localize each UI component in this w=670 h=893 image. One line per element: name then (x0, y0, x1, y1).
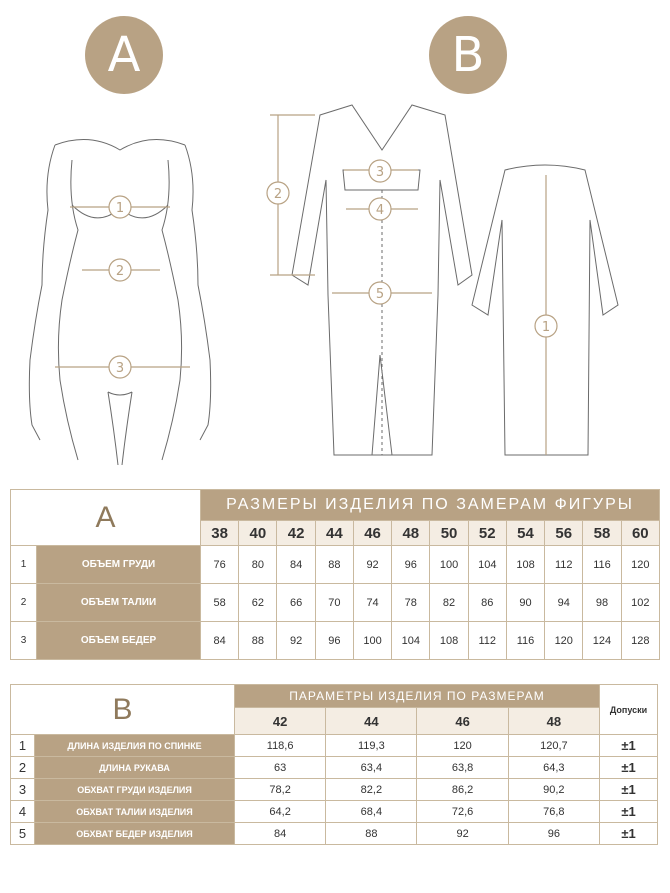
cell-value: 98 (583, 584, 621, 622)
table-row (11, 779, 658, 801)
cell-value: 118,6 (235, 735, 326, 757)
cell-value: 82,2 (326, 779, 417, 801)
size-header: 46 (353, 521, 391, 546)
marker-b-3: 3 (375, 165, 385, 180)
marker-a-1: 1 (115, 201, 125, 216)
cell-value: 74 (353, 584, 391, 622)
cell-value: 84 (201, 622, 239, 660)
cell-value: 92 (353, 546, 391, 584)
badge-a: A (85, 16, 163, 94)
marker-b-5: 5 (375, 287, 385, 302)
marker-b-2: 2 (273, 187, 283, 202)
cell-value: 78 (392, 584, 430, 622)
row-label: ОБЪЕМ ГРУДИ (37, 546, 201, 584)
cell-value: 120,7 (508, 735, 599, 757)
cell-value: 76,8 (508, 801, 599, 823)
row-number: 1 (11, 546, 37, 584)
cell-value: 120 (621, 546, 659, 584)
row-number: 5 (11, 823, 35, 845)
row-number: 2 (11, 757, 35, 779)
row-label: ОБЪЕМ ТАЛИИ (37, 584, 201, 622)
table-b-title: ПАРАМЕТРЫ ИЗДЕЛИЯ ПО РАЗМЕРАМ (235, 685, 600, 708)
cell-value: 112 (545, 546, 583, 584)
cell-value: 63 (235, 757, 326, 779)
cell-value: 58 (201, 584, 239, 622)
cell-value: 66 (277, 584, 315, 622)
cell-value: 104 (392, 622, 430, 660)
table-row (11, 584, 660, 622)
row-label: ДЛИНА РУКАВА (35, 757, 235, 779)
size-header: 42 (277, 521, 315, 546)
table-a-title: РАЗМЕРЫ ИЗДЕЛИЯ ПО ЗАМЕРАМ ФИГУРЫ (201, 490, 660, 521)
cell-value: 96 (315, 622, 353, 660)
dress-back (472, 165, 618, 455)
size-header: 42 (235, 708, 326, 735)
cell-value: 116 (583, 546, 621, 584)
table-row (11, 546, 660, 584)
cell-value: 128 (621, 622, 659, 660)
size-header: 38 (201, 521, 239, 546)
body-figure (29, 140, 210, 465)
marker-a-3: 3 (115, 361, 125, 376)
cell-value: 63,4 (326, 757, 417, 779)
cell-value: 80 (239, 546, 277, 584)
cell-value: 70 (315, 584, 353, 622)
cell-value: 112 (468, 622, 506, 660)
cell-value: 108 (506, 546, 544, 584)
size-header: 50 (430, 521, 468, 546)
cell-value: 64,3 (508, 757, 599, 779)
size-header: 58 (583, 521, 621, 546)
row-number: 1 (11, 735, 35, 757)
row-label: ОБХВАТ БЕДЕР ИЗДЕЛИЯ (35, 823, 235, 845)
dress-markers (267, 160, 557, 337)
tolerance-value: ±1 (600, 779, 658, 801)
tolerance-header: Допуски (600, 685, 658, 735)
row-label: ОБХВАТ ГРУДИ ИЗДЕЛИЯ (35, 779, 235, 801)
cell-value: 92 (277, 622, 315, 660)
cell-value: 76 (201, 546, 239, 584)
size-header: 54 (506, 521, 544, 546)
row-label: ОБЪЕМ БЕДЕР (37, 622, 201, 660)
cell-value: 86,2 (417, 779, 508, 801)
cell-value: 62 (239, 584, 277, 622)
tolerance-value: ±1 (600, 823, 658, 845)
cell-value: 84 (235, 823, 326, 845)
cell-value: 92 (417, 823, 508, 845)
size-header: 44 (315, 521, 353, 546)
cell-value: 88 (315, 546, 353, 584)
cell-value: 90 (506, 584, 544, 622)
cell-value: 86 (468, 584, 506, 622)
cell-value: 88 (326, 823, 417, 845)
table-row (11, 757, 658, 779)
cell-value: 72,6 (417, 801, 508, 823)
table-row (11, 735, 658, 757)
badge-b: B (429, 16, 507, 94)
cell-value: 120 (545, 622, 583, 660)
cell-value: 90,2 (508, 779, 599, 801)
cell-value: 100 (430, 546, 468, 584)
table-b-letter: B (11, 685, 235, 735)
marker-b-1: 1 (541, 320, 551, 335)
table-row (11, 801, 658, 823)
size-header: 52 (468, 521, 506, 546)
row-label: ДЛИНА ИЗДЕЛИЯ ПО СПИНКЕ (35, 735, 235, 757)
cell-value: 82 (430, 584, 468, 622)
body-measure-lines (55, 207, 190, 367)
cell-value: 78,2 (235, 779, 326, 801)
size-table-a (10, 489, 660, 660)
tolerance-value: ±1 (600, 801, 658, 823)
cell-value: 68,4 (326, 801, 417, 823)
cell-value: 119,3 (326, 735, 417, 757)
marker-b-4: 4 (375, 203, 385, 218)
tolerance-value: ±1 (600, 735, 658, 757)
size-table-b (10, 684, 658, 845)
size-header: 40 (239, 521, 277, 546)
cell-value: 88 (239, 622, 277, 660)
cell-value: 64,2 (235, 801, 326, 823)
table-row (11, 622, 660, 660)
cell-value: 84 (277, 546, 315, 584)
cell-value: 100 (353, 622, 391, 660)
cell-value: 108 (430, 622, 468, 660)
dress-front (292, 105, 472, 455)
cell-value: 120 (417, 735, 508, 757)
size-header: 44 (326, 708, 417, 735)
table-row (11, 823, 658, 845)
size-header: 46 (417, 708, 508, 735)
cell-value: 63,8 (417, 757, 508, 779)
cell-value: 116 (506, 622, 544, 660)
size-header: 48 (508, 708, 599, 735)
size-header: 56 (545, 521, 583, 546)
cell-value: 96 (508, 823, 599, 845)
row-number: 2 (11, 584, 37, 622)
cell-value: 94 (545, 584, 583, 622)
row-label: ОБХВАТ ТАЛИИ ИЗДЕЛИЯ (35, 801, 235, 823)
marker-a-2: 2 (115, 264, 125, 279)
table-a-letter: A (11, 490, 201, 546)
row-number: 4 (11, 801, 35, 823)
row-number: 3 (11, 779, 35, 801)
cell-value: 96 (392, 546, 430, 584)
row-number: 3 (11, 622, 37, 660)
body-markers (109, 196, 131, 378)
cell-value: 104 (468, 546, 506, 584)
size-header: 60 (621, 521, 659, 546)
tolerance-value: ±1 (600, 757, 658, 779)
cell-value: 124 (583, 622, 621, 660)
cell-value: 102 (621, 584, 659, 622)
size-header: 48 (392, 521, 430, 546)
